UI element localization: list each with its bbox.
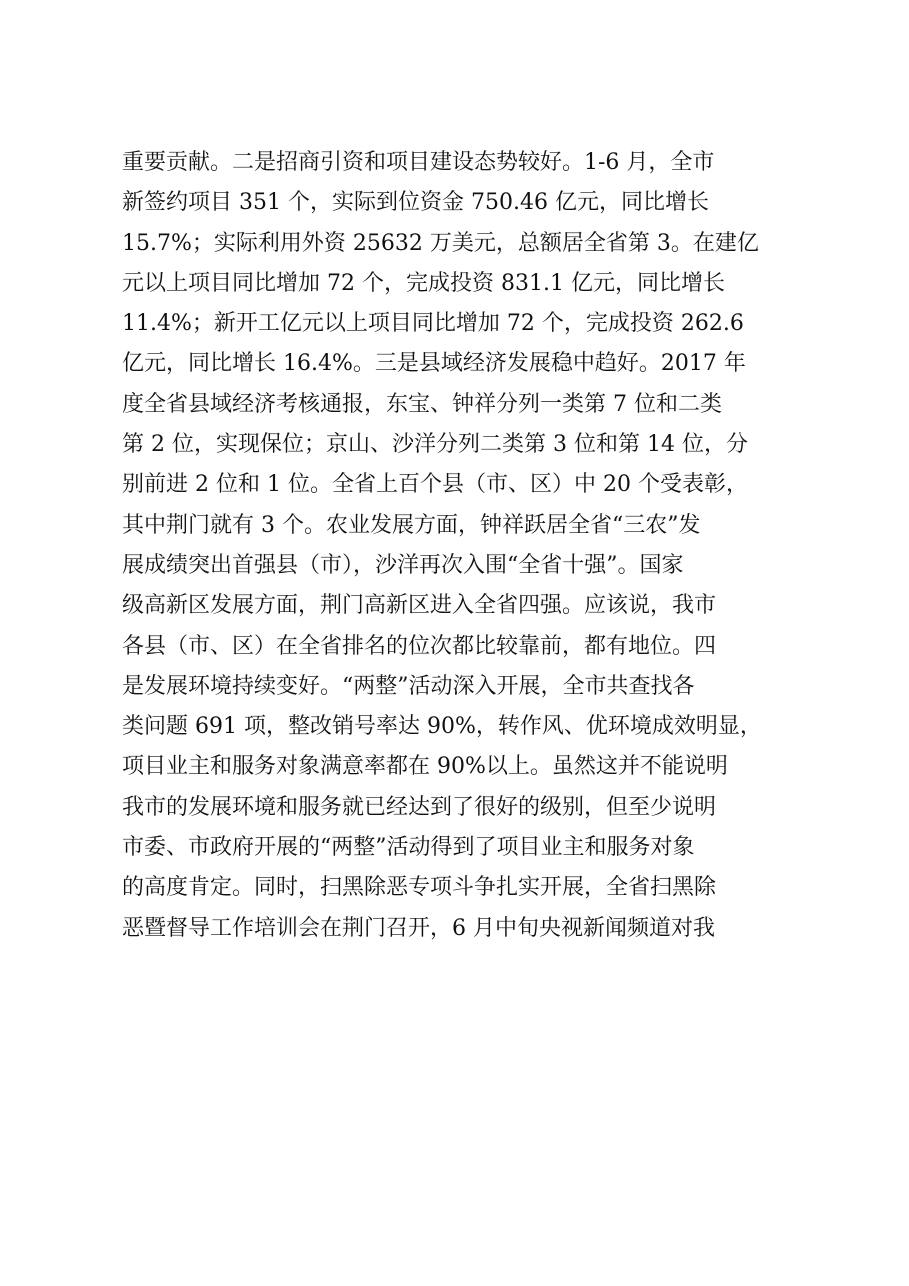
text-line: 级高新区发展方面，荆门高新区进入全省四强。应该说，我市 <box>122 593 717 619</box>
text-line: 展成绩突出首强县（市），沙洋再次入围“全省十强”。国家 <box>122 552 684 578</box>
text-line: 市委、市政府开展的“两整”活动得到了项目业主和服务对象 <box>122 835 695 861</box>
text-line: 11.4%；新开工亿元以上项目同比增加 72 个，完成投资 262.6 <box>122 311 744 337</box>
text-line: 第 2 位，实现保位；京山、沙洋分列二类第 3 位和第 14 位，分 <box>122 432 748 458</box>
text-line: 我市的发展环境和服务就已经达到了很好的级别，但至少说明 <box>122 794 717 820</box>
text-line: 的高度肯定。同时，扫黑除恶专项斗争扎实开展，全省扫黑除 <box>122 875 717 901</box>
text-line: 重要贡献。二是招商引资和项目建设态势较好。1-6 月，全市 <box>122 150 715 175</box>
text-line: 亿元，同比增长 16.4%。三是县域经济发展稳中趋好。2017 年 <box>122 351 746 377</box>
text-line: 度全省县域经济考核通报，东宝、钟祥分列一类第 7 位和二类 <box>122 391 722 417</box>
text-line: 15.7%；实际利用外资 25632 万美元，总额居全省第 3。在建亿 <box>122 230 759 256</box>
text-line: 恶暨督导工作培训会在荆门召开，6 月中旬央视新闻频道对我 <box>122 915 715 941</box>
text-line: 项目业主和服务对象满意率都在 90%以上。虽然这并不能说明 <box>122 754 728 780</box>
text-line: 新签约项目 351 个，实际到位资金 750.46 亿元，同比增长 <box>122 190 709 216</box>
text-line: 类问题 691 项，整改销号率达 90%，转作风、优环境成效明显， <box>122 714 762 740</box>
text-line: 元以上项目同比增加 72 个，完成投资 831.1 亿元，同比增长 <box>122 270 725 296</box>
text-line: 是发展环境持续变好。“两整”活动深入开展，全市共查找各 <box>122 673 695 699</box>
text-line: 其中荆门就有 3 个。农业发展方面，钟祥跃居全省“三农”发 <box>122 512 701 538</box>
body-paragraph <box>122 143 802 949</box>
text-line: 别前进 2 位和 1 位。全省上百个县（市、区）中 20 个受表彰， <box>122 472 748 498</box>
text-line: 各县（市、区）在全省排名的位次都比较靠前，都有地位。四 <box>122 633 717 659</box>
